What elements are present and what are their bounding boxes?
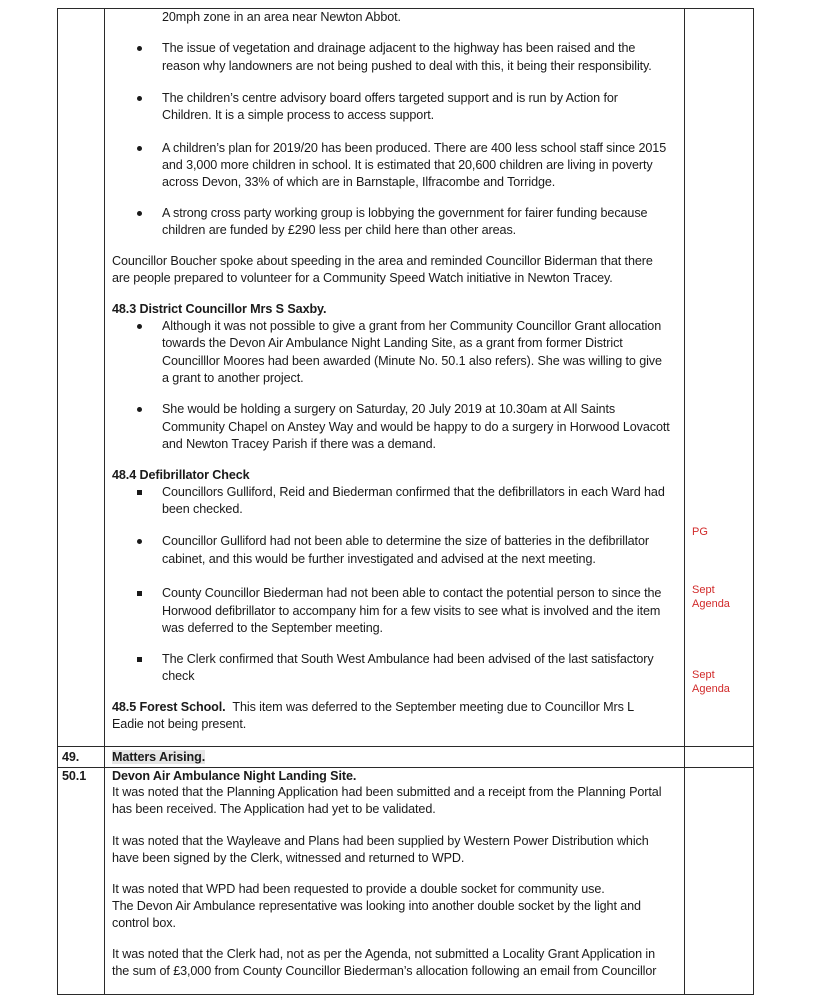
bullet-dot — [137, 211, 142, 216]
bullet-dot — [137, 146, 142, 151]
paragraph-line: It was noted that the Planning Application had been submitted and a receipt from the Planning Portal — [112, 785, 662, 799]
bullet-text: A strong cross party working group is lobbying the government for fairer funding because — [162, 206, 648, 220]
paragraph-line: The Devon Air Ambulance representative was looking into another double socket by the light and — [112, 899, 641, 913]
paragraph-line: It was noted that the Clerk had, not as per the Agenda, not submitted a Locality Grant Application in — [112, 947, 655, 961]
bullet-text: towards the Devon Air Ambulance Night Landing Site, as a grant from former District — [162, 336, 623, 350]
row-49-title — [112, 749, 205, 766]
bullet-dot — [137, 46, 142, 51]
paragraph-line: It was noted that the Wayleave and Plans had been supplied by Western Power Distribution which — [112, 834, 649, 848]
table-col-divider-1 — [104, 8, 105, 994]
bullet-text: reason why landowners are not being pushed to deal with this, it being their responsibility. — [162, 59, 652, 73]
bullet-text: A children’s plan for 2019/20 has been produced. There are 400 less school staff since 2015 — [162, 141, 667, 155]
bullet-text: Although it was not possible to give a grant from her Community Councillor Grant allocation — [162, 319, 662, 333]
section-48-5-text: This item was deferred to the September meeting due to Councillor Mrs L — [232, 700, 635, 714]
boucher-paragraph: are people prepared to volunteer for a Community Speed Watch initiative in Newton Tracey. — [112, 271, 613, 285]
bullet-dot — [137, 539, 142, 544]
bullet-text: Councillors Gulliford, Reid and Biederman confirmed that the defibrillators in each Ward had — [162, 485, 665, 499]
table-col-divider-2 — [684, 8, 685, 994]
section-48-3-heading: 48.3 District Councillor Mrs S Saxby. — [112, 302, 327, 316]
row-50-1-title: Devon Air Ambulance Night Landing Site. — [112, 769, 357, 783]
bullet-text: County Councillor Biederman had not been able to contact the potential person to since the — [162, 586, 662, 600]
row-49-title-text: Matters Arising. — [112, 750, 206, 764]
section-48-5-heading: 48.5 Forest School. — [112, 700, 226, 714]
bullet-text: across Devon, 33% of which are in Barnstaple, Ilfracombe and Torridge. — [162, 175, 556, 189]
bullet-text: was deferred to the September meeting. — [162, 621, 383, 635]
section-48-5-line — [112, 699, 634, 716]
action-pg: PG — [692, 526, 708, 538]
bullet-text: a grant to another project. — [162, 371, 304, 385]
bullet-dot — [137, 96, 142, 101]
bullet-text: Councillor Gulliford had not been able to determine the size of batteries in the defibrillator — [162, 534, 649, 548]
bullet-text: cabinet, and this would be further investigated and advised at the next meeting. — [162, 552, 596, 566]
bullet-text: 20mph zone in an area near Newton Abbot. — [162, 10, 401, 24]
bullet-text: The issue of vegetation and drainage adjacent to the highway has been raised and the — [162, 41, 636, 55]
section-48-5-text: Eadie not being present. — [112, 717, 247, 731]
bullet-square — [137, 490, 142, 495]
row-divider-49 — [57, 746, 754, 747]
paragraph-line: control box. — [112, 916, 176, 930]
paragraph-line: have been signed by the Clerk, witnessed and returned to WPD. — [112, 851, 465, 865]
bullet-text: Children. It is a simple process to access support. — [162, 108, 435, 122]
action-sept-1: Sept — [692, 584, 715, 596]
bullet-text: The children’s centre advisory board offers targeted support and is run by Action for — [162, 91, 618, 105]
row-49-number: 49. — [62, 750, 80, 764]
paragraph-line: It was noted that WPD had been requested to provide a double socket for community use. — [112, 882, 605, 896]
table-left-border — [57, 8, 58, 994]
bullet-text: Community Chapel on Anstey Way and would be happy to do a surgery in Horwood Lovacott — [162, 420, 670, 434]
bullet-text: She would be holding a surgery on Saturday, 20 July 2019 at 10.30am at All Saints — [162, 402, 616, 416]
bullet-text: The Clerk confirmed that South West Ambulance had been advised of the last satisfactory — [162, 652, 654, 666]
action-sept-2: Sept — [692, 669, 715, 681]
paragraph-line: the sum of £3,000 from County Councillor Biederman’s allocation following an email from Councillor — [112, 964, 657, 978]
bullet-dot — [137, 324, 142, 329]
bullet-square — [137, 591, 142, 596]
table-bottom-border — [57, 994, 754, 995]
bullet-text: Councilllor Moores had been awarded (Minute No. 50.1 also refers). She was willing to give — [162, 354, 662, 368]
bullet-text: children are funded by £290 less per child here than other areas. — [162, 223, 517, 237]
row-50-1-number: 50.1 — [62, 769, 87, 783]
section-48-4-heading: 48.4 Defibrillator Check — [112, 468, 250, 482]
bullet-text: and Newton Tracey Parish if there was a demand. — [162, 437, 436, 451]
bullet-square — [137, 657, 142, 662]
bullet-text: check — [162, 669, 195, 683]
bullet-text: Horwood defibrillator to accompany him for a few visits to see what is involved and the item — [162, 604, 661, 618]
action-agenda-1: Agenda — [692, 598, 730, 610]
paragraph-line: has been received. The Application had yet to be validated. — [112, 802, 436, 816]
bullet-text: been checked. — [162, 502, 243, 516]
action-agenda-2: Agenda — [692, 683, 730, 695]
table-right-border — [753, 8, 754, 994]
bullet-dot — [137, 407, 142, 412]
bullet-text: and 3,000 more children in school. It is estimated that 20,600 children are living in poverty — [162, 158, 653, 172]
boucher-paragraph: Councillor Boucher spoke about speeding in the area and reminded Councillor Biderman that there — [112, 254, 653, 268]
